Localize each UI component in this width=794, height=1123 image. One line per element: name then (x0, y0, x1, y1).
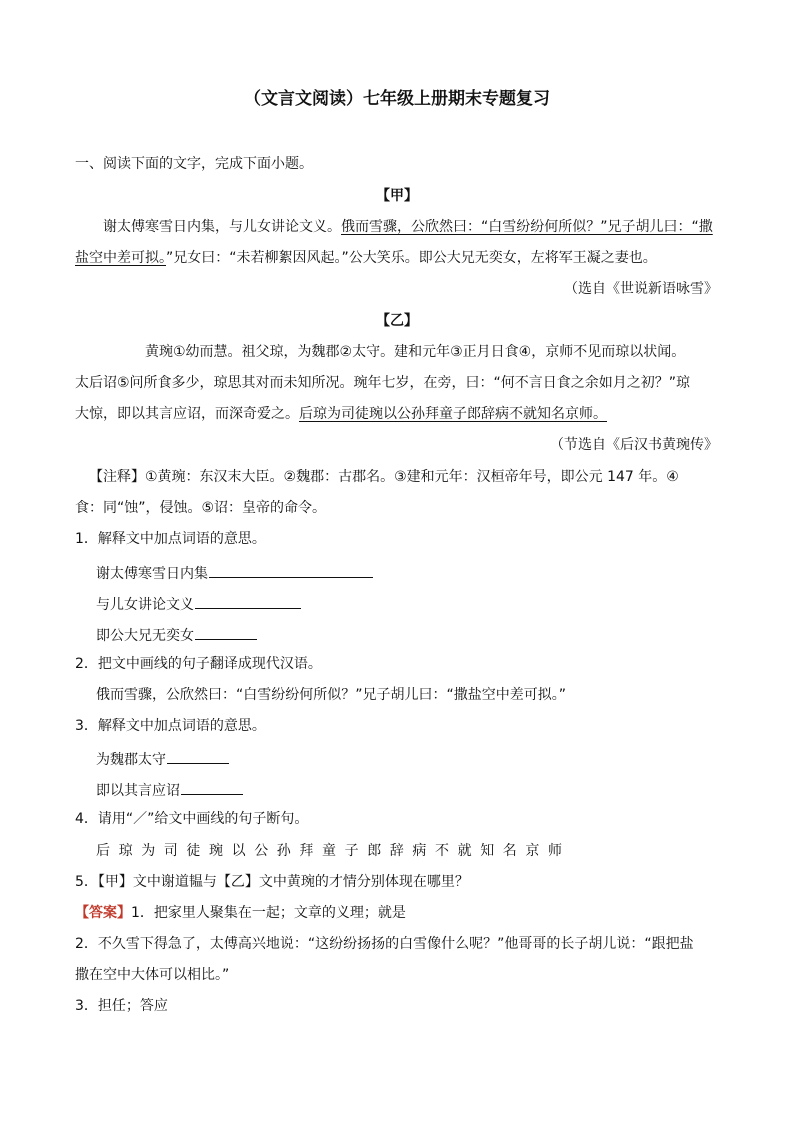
passage-jia-underlined-sentence-end: 盐空中差可拟。 (75, 250, 166, 266)
answer-1-text: 1．把家里人聚集在一起；文章的义理；就是 (131, 905, 406, 921)
question-1a (96, 563, 373, 583)
question-2: 2．把文中画线的句子翻译成现代汉语。 (75, 656, 322, 672)
question-3b (96, 780, 243, 800)
question-1b-text: 与儿女讲论文义 (96, 597, 194, 613)
page-title: （文言文阅读）七年级上册期末专题复习 (244, 89, 550, 109)
passage-jia-text: 谢太傅寒雪日内集，与儿女讲论文义。 (103, 219, 341, 235)
question-1a-text: 谢太傅寒雪日内集 (96, 566, 208, 582)
answer-3: 3．担任；答应 (75, 998, 168, 1014)
answer-1 (75, 905, 406, 922)
question-2-sentence: 俄而雪骤，公欣然曰：“白雪纷纷何所似？”兄子胡儿曰：“撒盐空中差可拟。” (96, 687, 567, 703)
passage-yi-line-3 (75, 406, 607, 423)
passage-jia-underlined-sentence: 俄而雪骤，公欣然曰：“白雪纷纷何所似？”兄子胡儿曰：“撒 (341, 219, 713, 235)
passage-jia-line-2 (75, 250, 657, 267)
question-1c-text: 即公大兄无奕女 (96, 628, 194, 644)
section-intro: 一、阅读下面的文字，完成下面小题。 (75, 156, 313, 172)
answer-2-line-2: 撒在空中大体可以相比。” (75, 967, 230, 983)
question-4-sentence: 后琼为司徒琬以公孙拜童子郎辞病不就知名京师 (96, 843, 571, 859)
answer-blank[interactable] (181, 780, 243, 795)
question-4: 4．请用“／”给文中画线的句子断句。 (75, 811, 309, 827)
passage-jia-source: （选自《世说新语咏雪》 (564, 281, 718, 297)
passage-yi-text: 大惊，即以其言应诏，而深奇爱之。 (75, 406, 299, 422)
notes-line-1: 【注释】①黄琬：东汉末大臣。②魏郡：古郡名。③建和元年：汉桓帝年号，即公元 147 年。④ (89, 469, 679, 485)
passage-yi-heading: 【乙】 (376, 313, 418, 329)
notes-line-2: 食：同“蚀”，侵蚀。⑤诏：皇帝的命令。 (75, 500, 327, 516)
answer-blank[interactable] (195, 625, 257, 640)
question-3a-text: 为魏郡太守 (96, 752, 166, 768)
passage-yi-line-2: 太后诏⑤问所食多少，琼思其对而未知所况。琬年七岁，在旁，曰：“何不言日食之余如月之初？”琼 (75, 375, 691, 391)
question-5: 5．【甲】文中谢道韫与【乙】文中黄琬的才情分别体现在哪里？ (75, 874, 469, 890)
passage-jia-heading: 【甲】 (376, 188, 418, 204)
passage-jia-text-2: ”兄女曰：“未若柳絮因风起。”公大笑乐。即公大兄无奕女，左将军王凝之妻也。 (166, 250, 657, 266)
question-1b (96, 594, 301, 614)
passage-jia-line-1 (103, 219, 713, 236)
passage-yi-line-1: 黄琬①幼而慧。祖父琼，为魏郡②太守。建和元年③正月日食④，京师不见而琼以状闻。 (145, 344, 686, 360)
passage-yi-underlined-sentence: 后琼为司徒琬以公孙拜童子郎辞病不就知名京师。 (299, 406, 607, 422)
answer-blank[interactable] (209, 563, 373, 578)
answer-label: 【答案】 (75, 905, 131, 921)
answer-blank[interactable] (195, 594, 301, 609)
question-3a (96, 749, 229, 769)
question-1: 1．解释文中加点词语的意思。 (75, 531, 266, 547)
question-3b-text: 即以其言应诏 (96, 783, 180, 799)
question-3: 3．解释文中加点词语的意思。 (75, 718, 266, 734)
answer-blank[interactable] (167, 749, 229, 764)
answer-2-line-1: 2．不久雪下得急了，太傅高兴地说：“这纷纷扬扬的白雪像什么呢？”他哥哥的长子胡儿说：“跟把盐 (75, 936, 694, 952)
question-1c (96, 625, 257, 645)
passage-yi-source: （节选自《后汉书黄琬传》 (550, 437, 718, 453)
